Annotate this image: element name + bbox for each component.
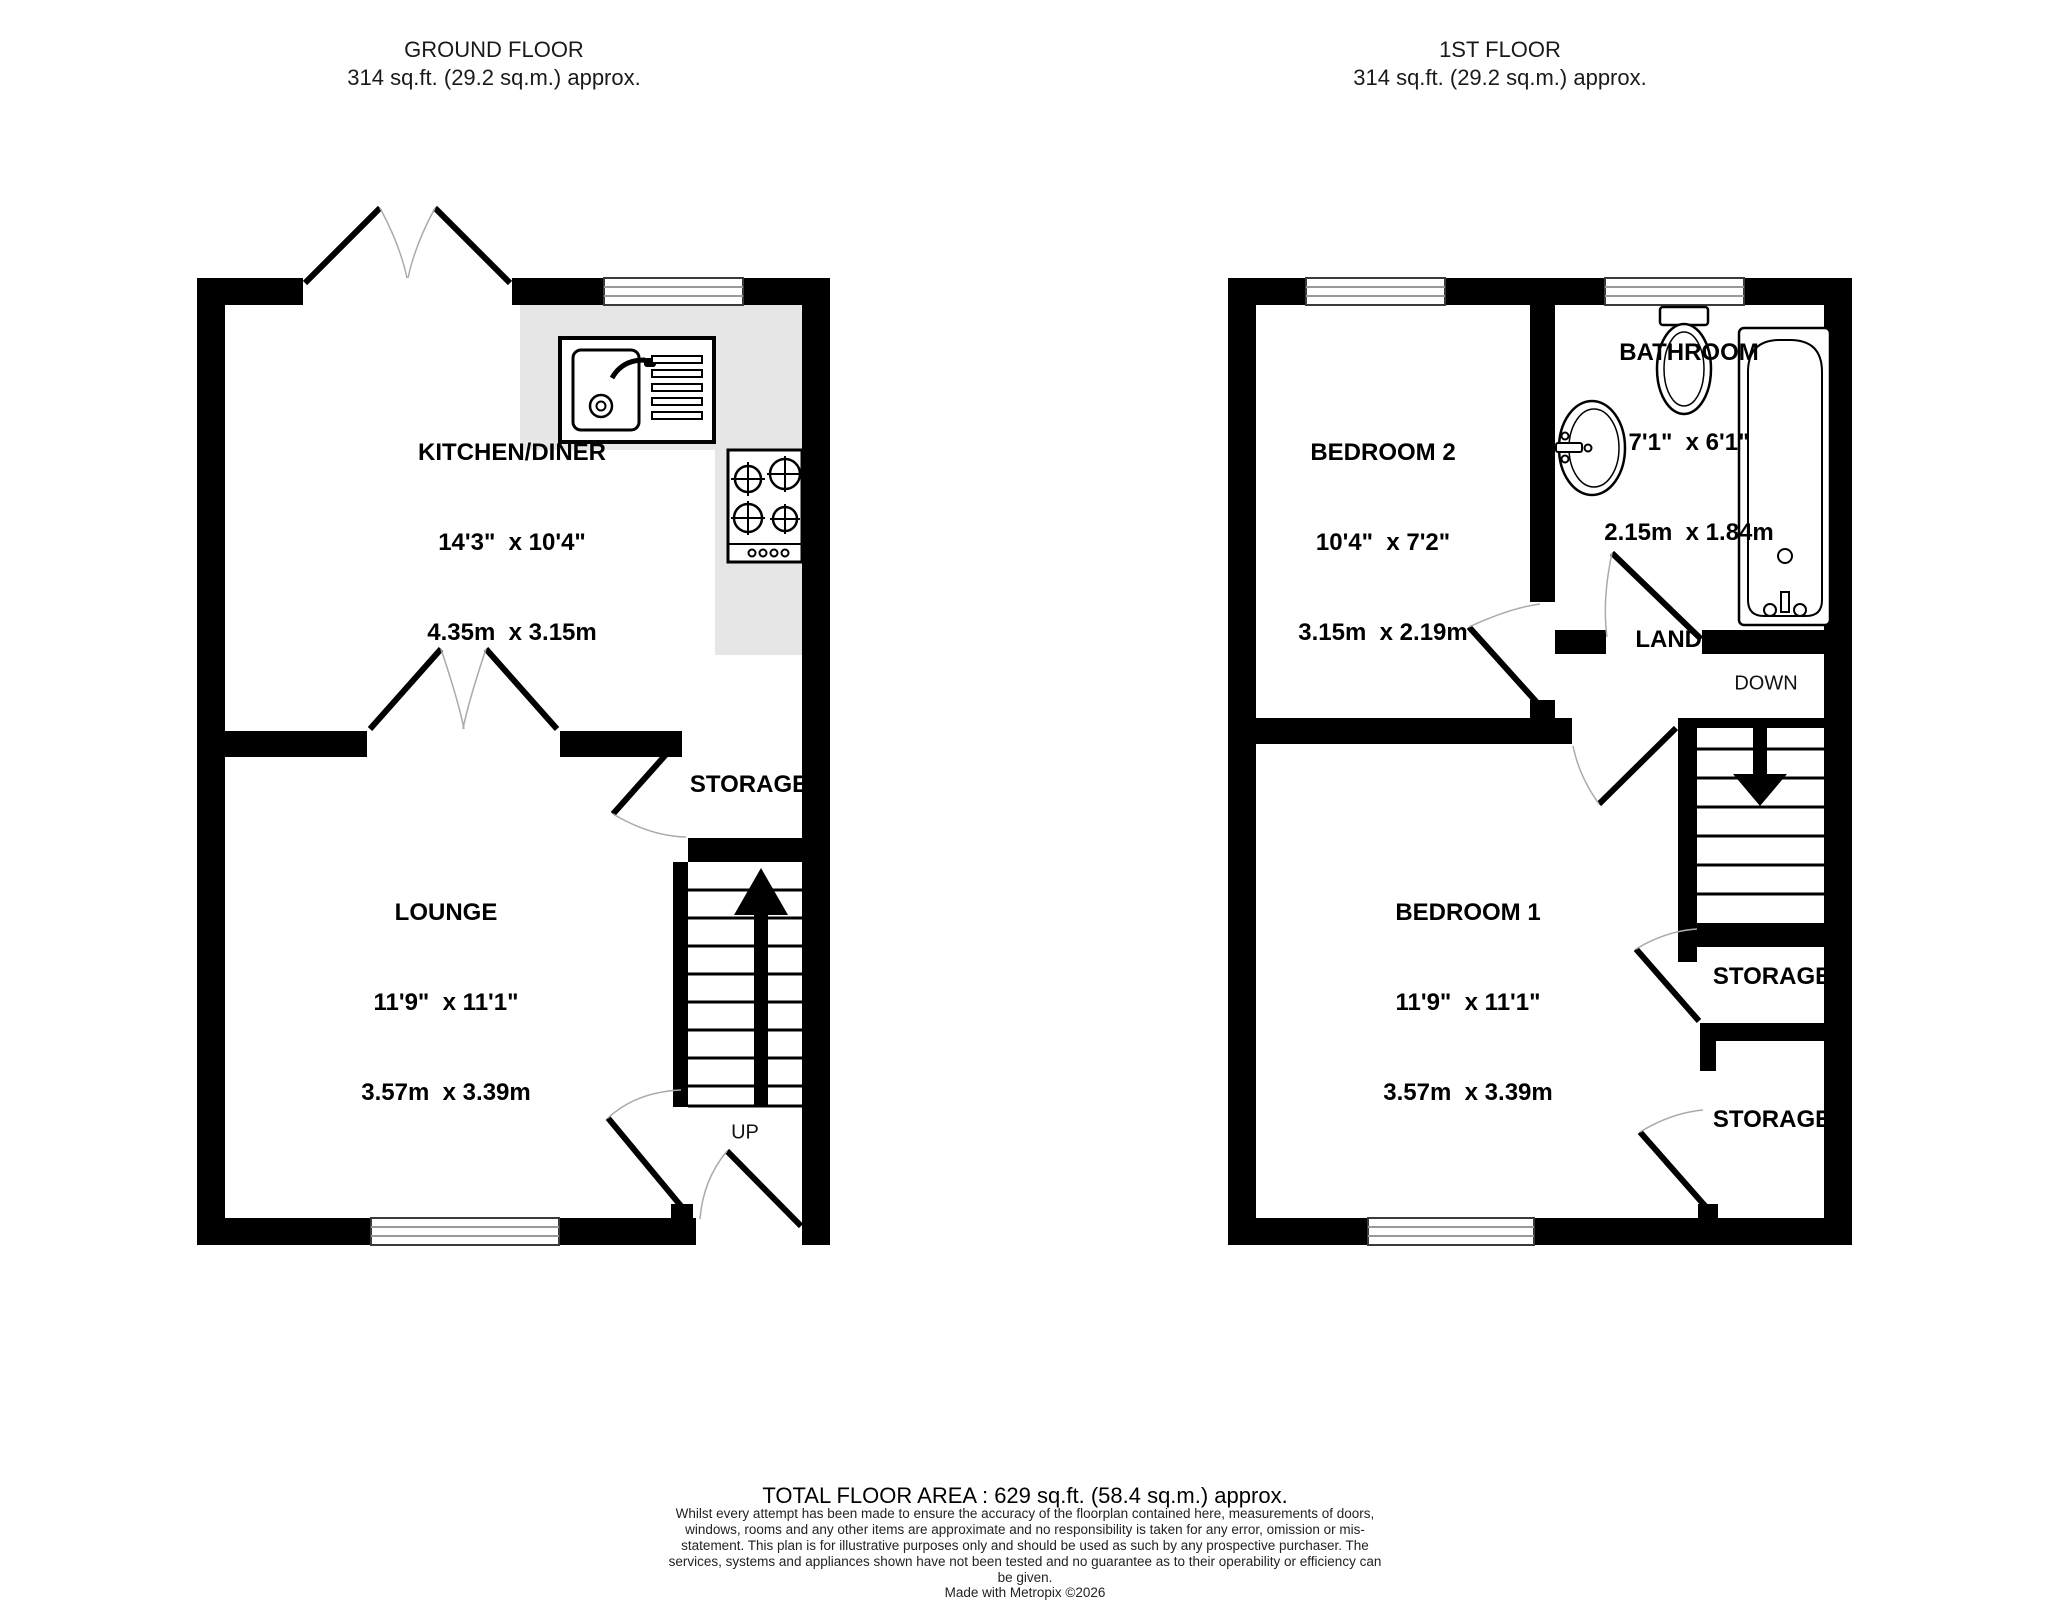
room-dims-imperial: 14'3" x 10'4" bbox=[438, 529, 586, 556]
up-label: UP bbox=[731, 1121, 759, 1144]
first-floor-header bbox=[1353, 36, 1646, 92]
room-dims-imperial: 10'4" x 7'2" bbox=[1315, 529, 1451, 556]
kitchen-hob bbox=[728, 450, 802, 562]
room-dims-metric: 3.15m x 2.19m bbox=[1298, 619, 1468, 646]
lounge-door bbox=[608, 1090, 681, 1206]
bedroom2-window bbox=[1306, 278, 1445, 305]
bedroom2-door bbox=[1469, 604, 1541, 707]
metropix-credit: Made with Metropix ©2026 bbox=[944, 1585, 1106, 1600]
room-name: BATHROOM bbox=[1619, 339, 1759, 366]
room-dims-imperial: 7'1" x 6'1" bbox=[1628, 429, 1750, 456]
room-name: KITCHEN/DINER bbox=[417, 439, 607, 466]
front-door bbox=[700, 1151, 801, 1226]
first-storage2-label: STORAGE bbox=[1712, 1106, 1832, 1133]
ground-storage-label: STORAGE bbox=[689, 771, 809, 798]
lounge-window bbox=[371, 1218, 559, 1245]
room-dims-imperial: 11'9" x 11'1" bbox=[373, 989, 519, 1016]
room-dims-metric: 3.57m x 3.39m bbox=[361, 1079, 531, 1106]
patio-double-door bbox=[305, 208, 510, 283]
room-dims-metric: 4.35m x 3.15m bbox=[427, 619, 597, 646]
landing-label: LANDING bbox=[1635, 626, 1745, 653]
lounge-label bbox=[361, 838, 530, 1138]
down-arrow bbox=[1753, 722, 1767, 776]
room-name: BEDROOM 2 bbox=[1310, 439, 1456, 466]
room-name: LOUNGE bbox=[394, 899, 498, 926]
bedroom1-label bbox=[1383, 838, 1552, 1138]
room-name: BEDROOM 1 bbox=[1395, 899, 1541, 926]
room-dims-metric: 2.15m x 1.84m bbox=[1604, 519, 1774, 546]
bathroom-label bbox=[1604, 278, 1773, 578]
bedroom2-label bbox=[1298, 378, 1467, 678]
room-dims-metric: 3.57m x 3.39m bbox=[1383, 1079, 1553, 1106]
first-storage1-label: STORAGE bbox=[1712, 963, 1832, 990]
ground-floor-header bbox=[347, 36, 640, 92]
stairs-up bbox=[688, 868, 802, 1106]
ground-floor-title: GROUND FLOOR bbox=[404, 37, 584, 62]
total-floor-area: TOTAL FLOOR AREA : 629 sq.ft. (58.4 sq.m.) approx. bbox=[762, 1483, 1288, 1508]
first-floor-title: 1ST FLOOR bbox=[1439, 37, 1561, 62]
up-arrow bbox=[754, 912, 768, 1106]
storage2-door bbox=[1640, 1110, 1706, 1207]
stairs-down bbox=[1697, 722, 1824, 894]
kitchen-window bbox=[604, 278, 743, 305]
down-label: DOWN bbox=[1734, 672, 1798, 695]
bedroom1-window bbox=[1368, 1218, 1534, 1245]
bedroom1-door bbox=[1573, 728, 1676, 804]
kitchen-diner-label bbox=[418, 378, 606, 678]
disclaimer-text: Whilst every attempt has been made to ensure the accuracy of the floorplan contained here, measurements of doors, windows, rooms and any other items are approximate and no responsibility is taken for any error, omission or mis-statement. This plan is for illustrative purposes only and should be used as such by any prospective purchaser. The services, systems and appliances shown have not been tested and no guarantee as to their operability or efficiency can be given. bbox=[668, 1506, 1382, 1585]
ground-floor-area: 314 sq.ft. (29.2 sq.m.) approx. bbox=[347, 65, 641, 90]
first-floor-area: 314 sq.ft. (29.2 sq.m.) approx. bbox=[1353, 65, 1647, 90]
room-dims-imperial: 11'9" x 11'1" bbox=[1395, 989, 1541, 1016]
